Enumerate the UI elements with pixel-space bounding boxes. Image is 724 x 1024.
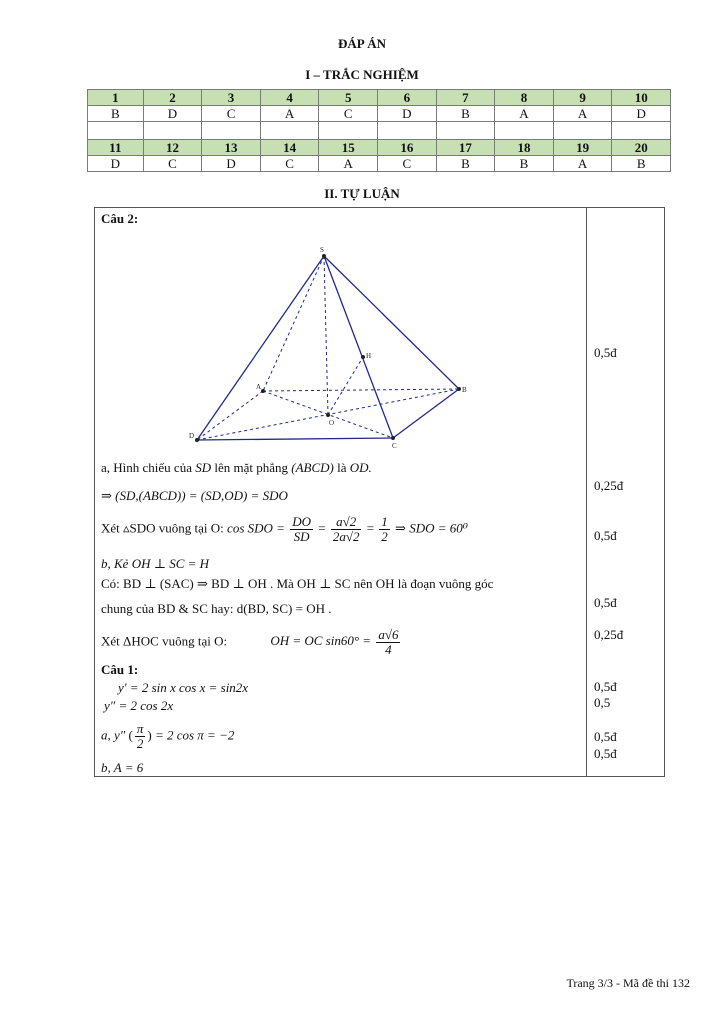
table-cell: A bbox=[319, 156, 378, 172]
table-cell: 11 bbox=[88, 140, 144, 156]
angle-equation: ⇒ (SD,(ABCD)) = (SD,OD) = SDO bbox=[101, 488, 288, 503]
projection-line: a, Hình chiếu của SD lên mặt phẳng (ABCD) là OD. bbox=[101, 460, 372, 475]
table-cell: 4 bbox=[260, 90, 319, 106]
table-cell: D bbox=[143, 106, 202, 122]
table-cell: 6 bbox=[378, 90, 437, 106]
table-cell: 18 bbox=[495, 140, 554, 156]
table-cell: A bbox=[260, 106, 319, 122]
page-title: ĐÁP ÁN bbox=[337, 36, 387, 51]
table-cell: C bbox=[202, 106, 261, 122]
table-cell: B bbox=[436, 106, 495, 122]
table-cell: 9 bbox=[553, 90, 612, 106]
table-cell: C bbox=[143, 156, 202, 172]
table-cell bbox=[436, 122, 495, 140]
score-8: 0,5đ bbox=[594, 729, 617, 744]
score-3: 0,5đ bbox=[594, 528, 617, 543]
table-cell bbox=[143, 122, 202, 140]
page-footer: Trang 3/3 - Mã đề thi 132 bbox=[566, 976, 690, 990]
score-6: 0,5đ bbox=[594, 679, 617, 694]
table-cell: 15 bbox=[319, 140, 378, 156]
co-line: Có: BD ⊥ (SAC) ⇒ BD ⊥ OH . Mà OH ⊥ SC nên OH là đoạn vuông góc bbox=[101, 576, 494, 591]
table-cell: B bbox=[436, 156, 495, 172]
b-line: b, Kẻ OH ⊥ SC = H bbox=[101, 556, 210, 571]
oh-line: Xét ΔHOC vuông tại O: OH = OC sin60° = $\frac{a√6}{4}$ bbox=[101, 627, 399, 657]
table-cell: 17 bbox=[436, 140, 495, 156]
table-cell bbox=[495, 122, 554, 140]
table-cell: 7 bbox=[436, 90, 495, 106]
table-cell: 2 bbox=[143, 90, 202, 106]
table-cell: 20 bbox=[612, 140, 671, 156]
label-c: C bbox=[392, 442, 397, 450]
answer-table bbox=[87, 89, 671, 172]
table-cell: 13 bbox=[202, 140, 261, 156]
table-row bbox=[88, 122, 671, 140]
table-cell: A bbox=[495, 106, 554, 122]
table-cell: D bbox=[88, 156, 144, 172]
table-row bbox=[88, 140, 671, 156]
y-double-prime-line: y" = 2 cos 2x bbox=[104, 698, 174, 713]
score-column-divider bbox=[586, 207, 587, 776]
y-prime-line: y' = 2 sin x cos x = sin2x bbox=[118, 680, 249, 695]
label-o: O bbox=[329, 419, 335, 427]
table-cell: D bbox=[378, 106, 437, 122]
table-cell: C bbox=[378, 156, 437, 172]
table-cell: D bbox=[612, 106, 671, 122]
table-cell bbox=[612, 122, 671, 140]
score-9: 0,5đ bbox=[594, 746, 617, 761]
table-row bbox=[88, 106, 671, 122]
cau2-label: Câu 2: bbox=[101, 211, 139, 226]
table-cell: 1 bbox=[88, 90, 144, 106]
table-cell bbox=[202, 122, 261, 140]
b-a-line: b, A = 6 bbox=[101, 760, 144, 775]
table-cell bbox=[260, 122, 319, 140]
table-cell bbox=[88, 122, 144, 140]
score-5: 0,25đ bbox=[594, 627, 624, 642]
cos-sdo-line: Xét ▵SDO vuông tại O: cos SDO = $\frac{DO}{SD}$ = $\frac{a√2}{2a√2}$ = $\frac{1}{2}$ ⇒ SDO = 60⁰ bbox=[101, 514, 468, 544]
table-cell: 5 bbox=[319, 90, 378, 106]
table-cell: 8 bbox=[495, 90, 554, 106]
table-cell: B bbox=[495, 156, 554, 172]
table-cell bbox=[319, 122, 378, 140]
table-cell: B bbox=[612, 156, 671, 172]
table-cell: D bbox=[202, 156, 261, 172]
table-cell: A bbox=[553, 156, 612, 172]
table-cell: 3 bbox=[202, 90, 261, 106]
table-row bbox=[88, 90, 671, 106]
a-value-line: a, y" ( $\frac{\pi}{2}$ ) = 2 cos π = −2 bbox=[101, 721, 235, 751]
table-cell: 14 bbox=[260, 140, 319, 156]
section-multiple-choice-title: I – TRẮC NGHIỆM bbox=[305, 67, 419, 82]
pyramid-figure bbox=[180, 245, 480, 455]
score-7: 0,5 bbox=[594, 695, 611, 710]
label-a: A bbox=[256, 383, 262, 391]
label-b: B bbox=[462, 386, 467, 394]
label-h: H bbox=[366, 352, 372, 360]
chung-line: chung của BD & SC hay: d(BD, SC) = OH . bbox=[101, 601, 332, 616]
table-cell bbox=[378, 122, 437, 140]
table-cell: C bbox=[260, 156, 319, 172]
label-s: S bbox=[320, 246, 324, 254]
table-cell: 16 bbox=[378, 140, 437, 156]
label-d: D bbox=[189, 432, 195, 440]
score-1: 0,5đ bbox=[594, 345, 617, 360]
table-row bbox=[88, 156, 671, 172]
score-2: 0,25đ bbox=[594, 478, 624, 493]
score-4: 0,5đ bbox=[594, 595, 617, 610]
table-cell: B bbox=[88, 106, 144, 122]
table-cell: 10 bbox=[612, 90, 671, 106]
table-cell: 12 bbox=[143, 140, 202, 156]
table-cell: 19 bbox=[553, 140, 612, 156]
cau1-label: Câu 1: bbox=[101, 662, 139, 677]
table-cell bbox=[553, 122, 612, 140]
table-cell: C bbox=[319, 106, 378, 122]
table-cell: A bbox=[553, 106, 612, 122]
section-essay-title: II. TỰ LUẬN bbox=[324, 186, 400, 201]
